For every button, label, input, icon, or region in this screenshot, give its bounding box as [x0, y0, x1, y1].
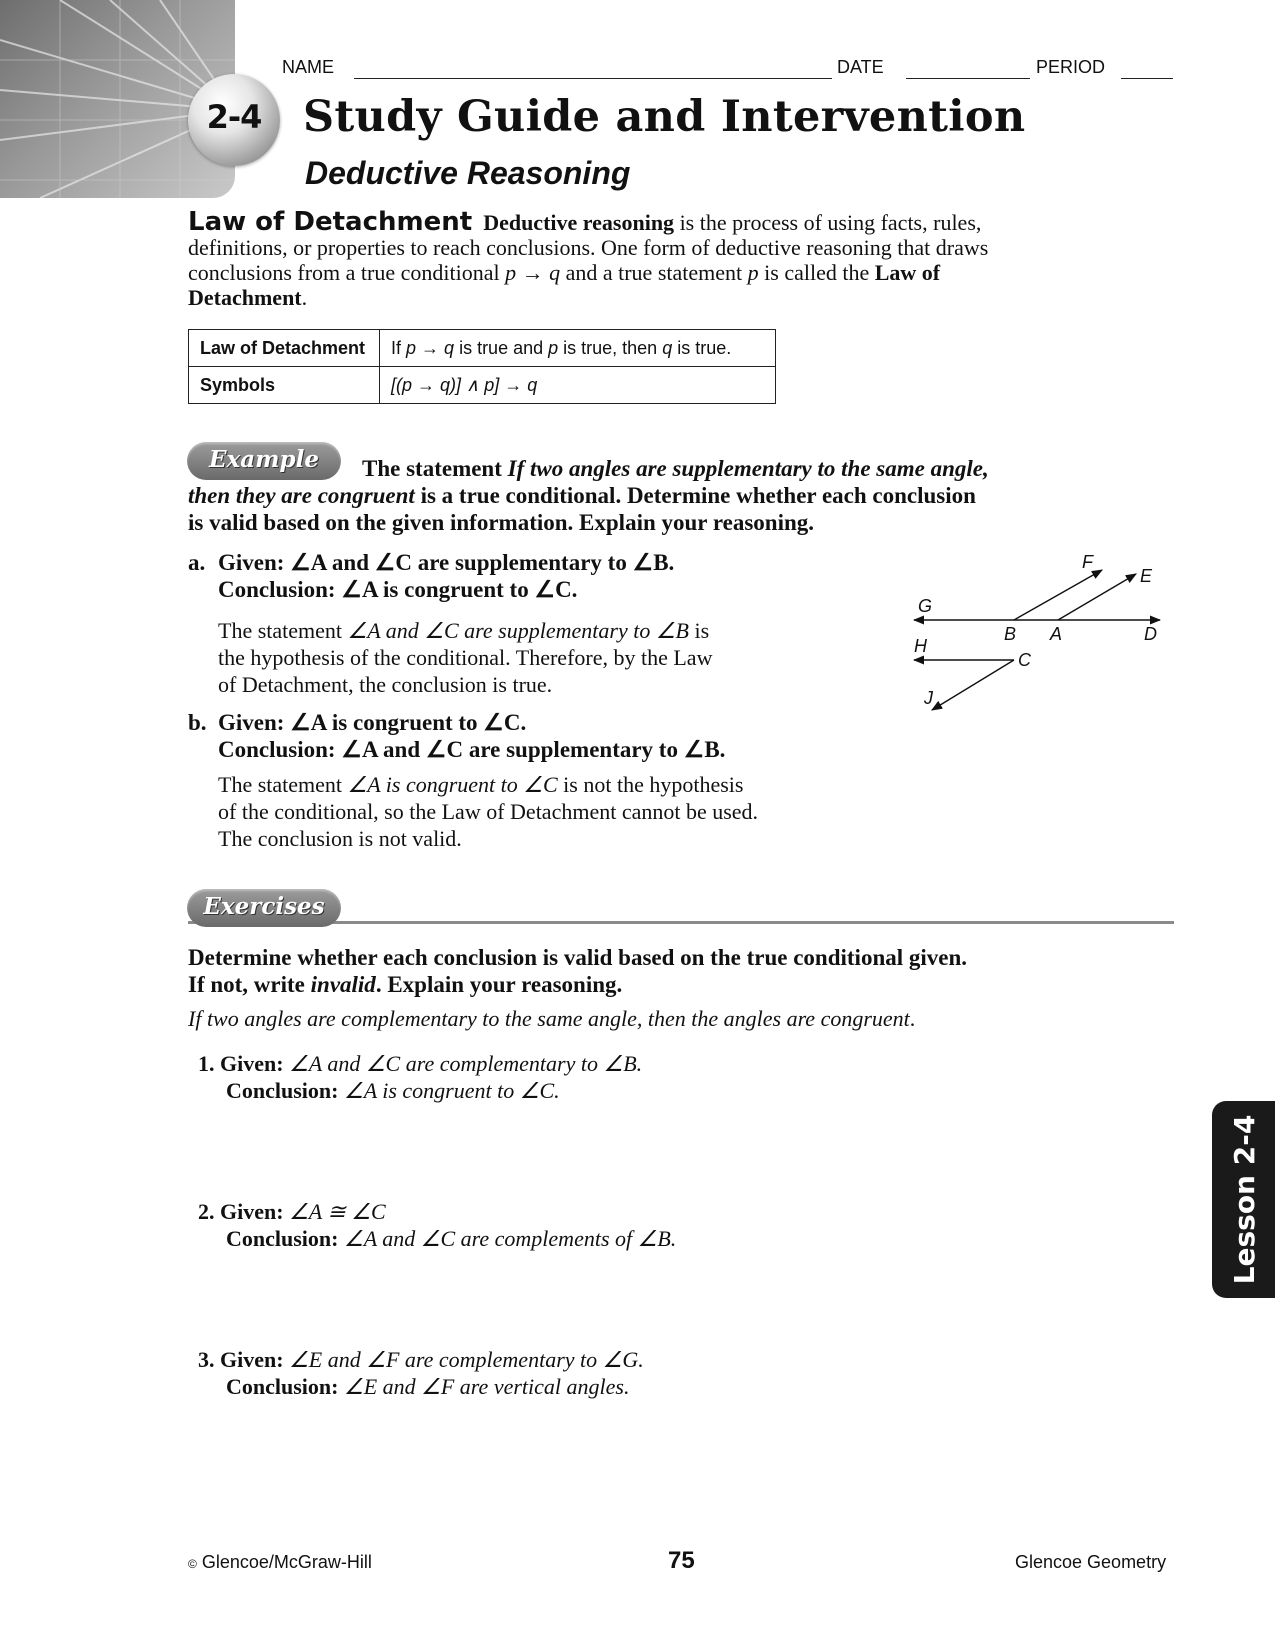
point-label-d: D	[1144, 624, 1157, 644]
date-label: DATE	[837, 57, 884, 77]
page-title: Study Guide and Intervention	[303, 92, 1026, 142]
exercise-3	[198, 1346, 644, 1400]
example-b-explanation: The statement ∠A is congruent to ∠C is not the hypothesis of the conditional, so the Law of Detachment cannot be used. The conclusion is not valid.	[218, 772, 759, 851]
intro-term: Deductive reasoning	[483, 210, 675, 235]
exercise-conclusion: ∠A and ∠C are complements of ∠B.	[343, 1226, 677, 1251]
exercise-3-answer-area[interactable]	[226, 1406, 1166, 1516]
exercise-2-answer-area[interactable]	[226, 1258, 1166, 1338]
law-of-detachment-table	[188, 329, 776, 404]
conclusion-label: Conclusion:	[226, 1226, 339, 1251]
date-field[interactable]	[906, 78, 1030, 79]
exercise-given: ∠A and ∠C are complementary to ∠B.	[289, 1051, 643, 1076]
point-label-j: J	[924, 688, 933, 708]
instructions-text: Determine whether each conclusion is valid based on the true conditional given.	[188, 945, 968, 970]
example-b-conclusion: Conclusion: ∠A and ∠C are supplementary to ∠B.	[218, 737, 726, 762]
intro-line-2: definitions, or properties to reach conclusions. One form of deductive reasoning that draws	[188, 235, 989, 260]
exercise-1	[198, 1050, 642, 1104]
example-badge: Example	[187, 442, 341, 480]
prompt-conditional: then they are congruent	[188, 483, 415, 508]
example-a-marker: a.	[188, 550, 206, 575]
instructions-text: If not, write	[188, 972, 311, 997]
page-number: 75	[668, 1547, 695, 1574]
point-label-g: G	[918, 596, 933, 616]
instructions-keyword: invalid	[310, 972, 376, 997]
lesson-side-tab-label: Lesson 2-4	[1228, 1114, 1261, 1285]
ray-cj	[932, 660, 1014, 710]
table-cell-value: [(p → q)] ∧ p] → q	[380, 367, 776, 404]
example-prompt	[188, 455, 1188, 536]
symbol-p: p	[505, 260, 517, 285]
law-term: Detachment	[188, 285, 302, 310]
exercises-instructions	[188, 944, 1188, 998]
intro-text: is the process of using facts, rules,	[674, 210, 982, 235]
intro-text: is called the	[758, 260, 875, 285]
name-field[interactable]	[354, 78, 832, 79]
ray-bf	[1014, 570, 1102, 620]
copyright-symbol: ©	[188, 1557, 197, 1571]
exercises-conditional: If two angles are complementary to the same angle, then the angles are congruent.	[188, 1006, 916, 1031]
prompt-text: is a true conditional. Determine whether each conclusion	[414, 483, 976, 508]
example-a-conclusion: Conclusion: ∠A is congruent to ∠C.	[218, 577, 578, 602]
period-field[interactable]	[1121, 78, 1173, 79]
footer-copyright	[188, 1552, 372, 1573]
point-label-c: C	[1018, 650, 1031, 670]
point-label-a: A	[1050, 624, 1063, 644]
example-b-given: Given: ∠A is congruent to ∠C.	[218, 710, 527, 735]
point-label-b: B	[1004, 624, 1017, 644]
instructions-text: . Explain your reasoning.	[375, 972, 623, 997]
intro-line-3	[188, 260, 1188, 285]
exercise-2	[198, 1198, 676, 1252]
law-term: Law of	[874, 260, 941, 285]
given-label: Given:	[220, 1347, 284, 1372]
exercise-given: ∠E and ∠F are complementary to ∠G.	[289, 1347, 644, 1372]
prompt-conditional: If two angles are supplementary to the same angle,	[507, 456, 989, 481]
given-label: Given:	[220, 1051, 284, 1076]
exercises-badge: Exercises	[187, 889, 341, 927]
period-label: PERIOD	[1036, 57, 1106, 77]
exercises-divider	[188, 921, 1174, 924]
footer-publisher: Glencoe/McGraw-Hill	[201, 1552, 372, 1572]
exercise-number: 2.	[198, 1199, 215, 1224]
symbol-q: q	[549, 260, 561, 285]
point-label-f: F	[1082, 552, 1093, 572]
point-label-h: H	[914, 636, 927, 656]
prompt-text: The statement	[362, 456, 508, 481]
conclusion-label: Conclusion:	[226, 1374, 339, 1399]
footer-book-title: Glencoe Geometry	[1015, 1552, 1167, 1572]
intro-paragraph	[188, 207, 1188, 310]
lesson-side-tab	[1212, 1101, 1275, 1298]
table-cell-label: Symbols	[189, 367, 380, 404]
lesson-number: 2-4	[206, 98, 262, 136]
table-cell-value: If p → q is true and p is true, then q is true.	[380, 330, 776, 367]
exercise-number: 1.	[198, 1051, 215, 1076]
arrow-symbol: →	[516, 260, 550, 285]
page-subtitle: Deductive Reasoning	[305, 155, 631, 191]
intro-text: conclusions from a true conditional	[188, 260, 506, 285]
symbol-p: p	[747, 260, 759, 285]
exercise-conclusion: ∠E and ∠F are vertical angles.	[343, 1374, 630, 1399]
conclusion-label: Conclusion:	[226, 1078, 339, 1103]
example-b-marker: b.	[188, 710, 207, 735]
exercise-1-answer-area[interactable]	[226, 1110, 1166, 1190]
angle-diagram	[900, 548, 1180, 718]
prompt-text: is valid based on the given information. Explain your reasoning.	[188, 510, 815, 535]
intro-heading: Law of Detachment	[188, 207, 473, 237]
exercise-conclusion: ∠A is congruent to ∠C.	[343, 1078, 560, 1103]
intro-text: .	[301, 285, 308, 310]
exercise-given: ∠A ≅ ∠C	[289, 1199, 386, 1224]
name-label: NAME	[282, 57, 335, 77]
point-label-e: E	[1140, 566, 1153, 586]
table-row	[189, 330, 776, 367]
intro-line-4	[188, 285, 1188, 310]
intro-text: and a true statement	[560, 260, 748, 285]
example-a-explanation: The statement ∠A and ∠C are supplementary to ∠B is the hypothesis of the conditional. Therefore, by the Law of Detachment, the conclusion is true.	[218, 618, 713, 697]
exercise-number: 3.	[198, 1347, 215, 1372]
given-label: Given:	[220, 1199, 284, 1224]
ray-ae	[1058, 574, 1136, 620]
table-cell-label: Law of Detachment	[189, 330, 380, 367]
example-a-given: Given: ∠A and ∠C are supplementary to ∠B.	[218, 550, 675, 575]
table-row	[189, 367, 776, 404]
